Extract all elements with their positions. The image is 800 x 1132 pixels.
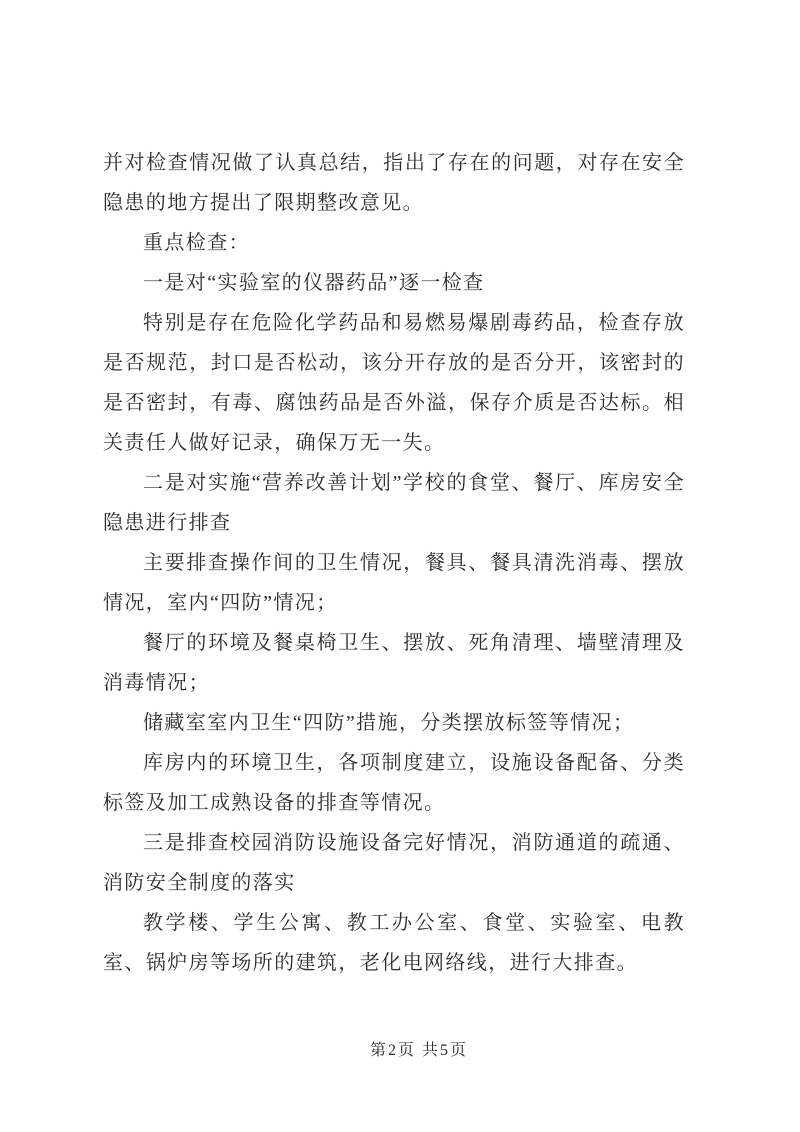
paragraph: 特别是存在危险化学药品和易燃易爆剧毒药品，检查存放是否规范，封口是否松动，该分开存放的是否分开，该密封的是否密封，有毒、腐蚀药品是否外溢，保存介质是否达标。相关责任人做好记录，确保万无一失。 bbox=[103, 312, 685, 454]
paragraph: 储藏室室内卫生“四防”措施，分类摆放标签等情况； bbox=[143, 712, 635, 734]
page-footer bbox=[0, 1040, 800, 1062]
paragraph: 教学楼、学生公寓、教工办公室、食堂、实验室、电教室、锅炉房等场所的建筑，老化电网络线，进行大排查。 bbox=[103, 912, 685, 974]
paragraph: 一是对“实验室的仪器药品”逐一检查 bbox=[143, 272, 485, 294]
paragraph: 餐厅的环境及餐桌椅卫生、摆放、死角清理、墙壁清理及消毒情况； bbox=[103, 632, 685, 694]
paragraph: 二是对实施“营养改善计划”学校的食堂、餐厅、库房安全隐患进行排查 bbox=[103, 472, 685, 534]
paragraph: 库房内的环境卫生，各项制度建立，设施设备配备、分类标签及加工成熟设备的排查等情况。 bbox=[103, 752, 685, 814]
paragraph: 重点检查： bbox=[143, 232, 250, 254]
paragraph: 主要排查操作间的卫生情况，餐具、餐具清洗消毒、摆放情况，室内“四防”情况； bbox=[103, 552, 685, 614]
document-body bbox=[103, 143, 685, 983]
page-number-label: 第2页 共5页 bbox=[369, 1042, 468, 1059]
paragraph: 并对检查情况做了认真总结，指出了存在的问题，对存在安全隐患的地方提出了限期整改意见。 bbox=[103, 152, 685, 214]
paragraph: 三是排查校园消防设施设备完好情况，消防通道的疏通、消防安全制度的落实 bbox=[103, 832, 685, 894]
